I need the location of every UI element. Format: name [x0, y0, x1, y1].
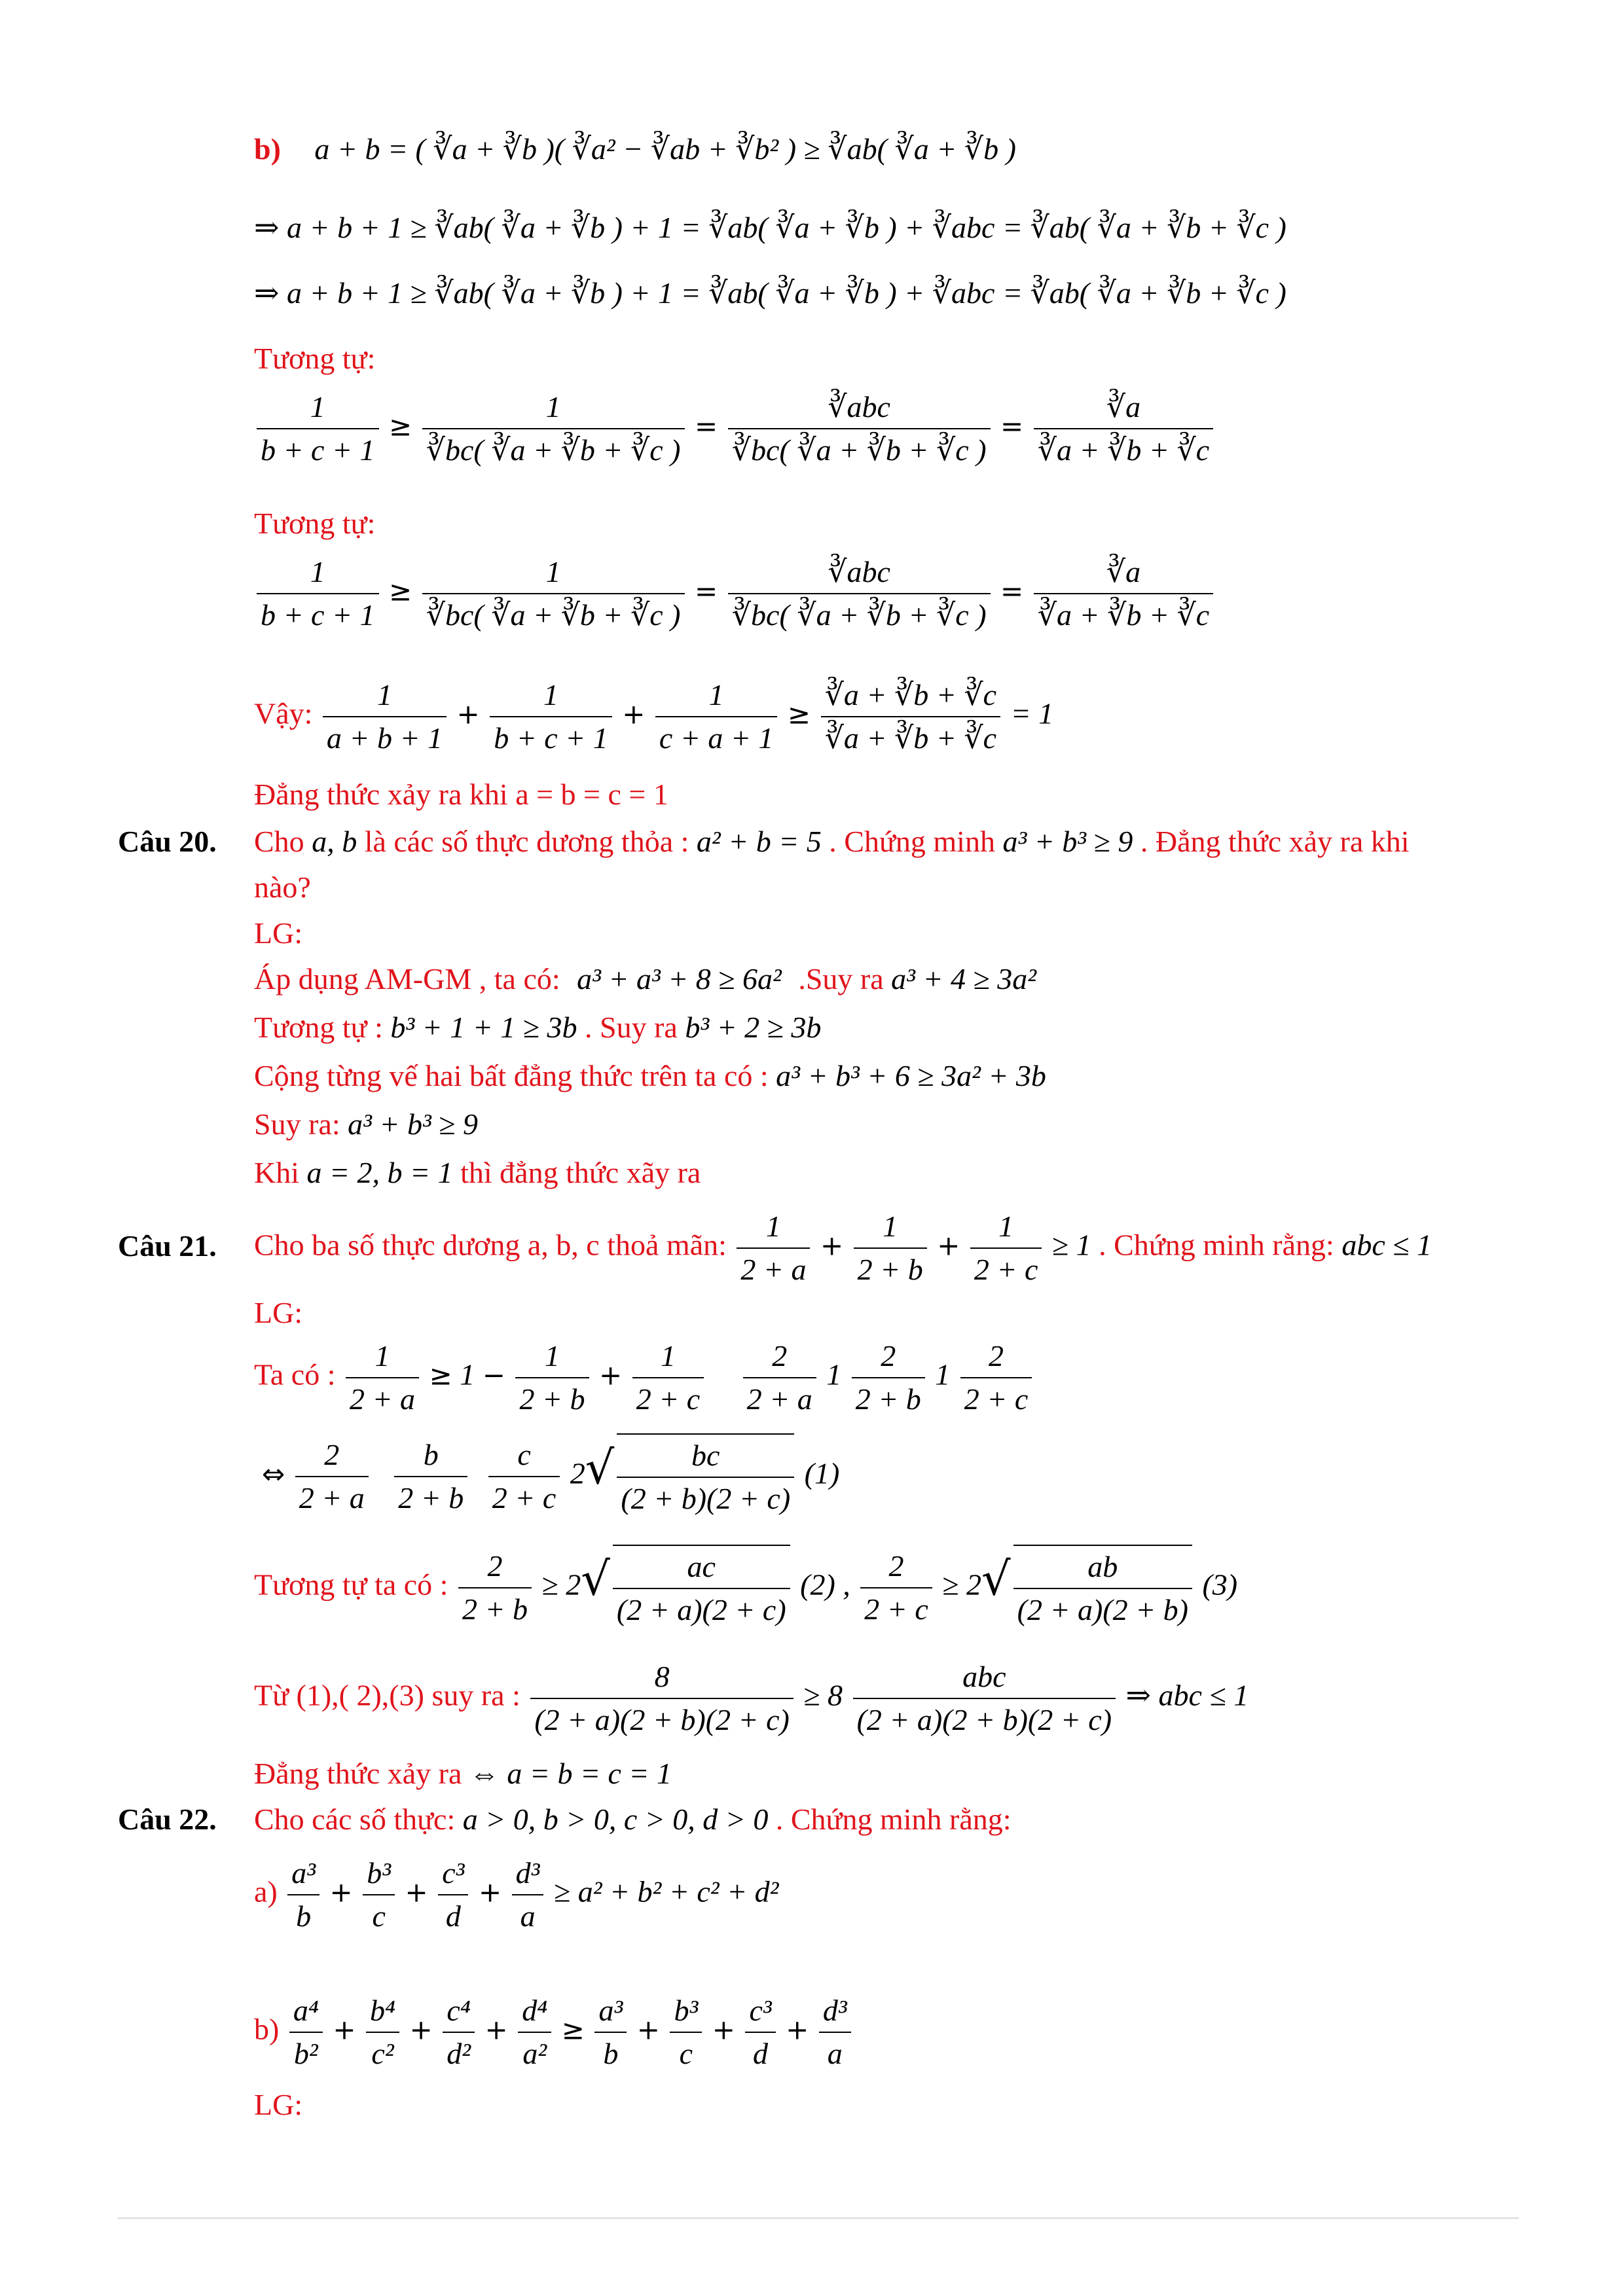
q21-line-4: [254, 1656, 1249, 1741]
frac-den: a²: [522, 2037, 547, 2070]
q21-text: . Chứng minh rằng:: [1099, 1228, 1334, 1262]
q20-math: a³ + b³ ≥ 9: [348, 1107, 478, 1141]
frac-num: 1: [970, 1206, 1042, 1249]
q21-line-1: Ta có : $\frac{1}{2 + a}$ ≥ 1 − $\frac{1}{2 + b}$ + $\frac{1}{2 + c}$ $\frac{2}{2 + a}$ 1 $\frac{2}{2 + b}$ 1 $\frac{2}{2 + c}$: [254, 1335, 1034, 1420]
frac-den: c + a + 1: [659, 721, 774, 755]
frac-den: 2 + b: [855, 1382, 921, 1416]
q20-text: thì đẳng thức xãy ra: [460, 1156, 701, 1189]
q21-tag: (2) ,: [800, 1568, 850, 1602]
q21-lg: LG:: [254, 1296, 303, 1329]
q21-equality: [254, 1754, 672, 1793]
frac-den: 2 + a: [746, 1382, 812, 1416]
q20-math: b³ + 2 ≥ 3b: [685, 1011, 822, 1044]
frac-den: c: [372, 1899, 386, 1933]
frac-num: 2: [458, 1545, 532, 1588]
frac-num: 1: [632, 1335, 704, 1378]
b-part-equation-2: ⇒ a + b + 1 ≥ ∛ab( ∛a + ∛b ) + 1 = ∛ab( ∛a + ∛b ) + ∛abc = ∛ab( ∛a + ∛b + ∛c ): [254, 211, 1286, 244]
q22-ge: ≥: [561, 2013, 585, 2046]
q20-text: Áp dụng AM-GM , ta có:: [254, 962, 560, 996]
frac-den: c²: [371, 2037, 394, 2070]
frac-num: b: [394, 1434, 467, 1477]
q20-math: a³ + a³ + 8 ≥ 6a²: [577, 962, 782, 996]
frac-den: b: [296, 1899, 312, 1933]
frac-num: a³: [287, 1852, 319, 1895]
frac-den: d: [753, 2037, 769, 2070]
q20-line-5: [254, 1153, 701, 1193]
question-22-label: Câu 22.: [118, 1803, 217, 1836]
frac-den: ∛bc( ∛a + ∛b + ∛c ): [426, 598, 681, 632]
frac-den: 2 + a: [299, 1481, 365, 1515]
q20-vars: a, b: [312, 825, 357, 858]
q21-coef: ≥ 2: [541, 1568, 581, 1602]
frac-num: b³: [363, 1852, 395, 1895]
frac-den: d²: [447, 2037, 471, 2070]
q20-text: là các số thực dương thỏa :: [364, 825, 689, 858]
frac-num: 1: [257, 386, 379, 429]
frac-num: b³: [670, 1990, 702, 2033]
frac-num: ∛abc: [728, 551, 991, 594]
q21-one: 1: [826, 1357, 842, 1391]
q22-part-a: a) $\frac{\text{a³}}{b}$ + $\frac{\text{b³}}{c}$ + $\frac{\text{c³}}{d}$ + $\frac{\text{d³}}{a}$ ≥ a² + b² + c² + d²: [254, 1852, 778, 1937]
frac-num: 1: [257, 551, 379, 594]
fraction-line-2: $\frac{1}{b + c + 1}$ ≥ $\frac{1}{∛bc( ∛a + ∛b + ∛c )}$ = $\frac{\text{∛abc}}{∛bc( ∛a + ∛b + ∛c )}$ = $\frac{∛a}{∛a + ∛b + ∛c}$: [254, 551, 1216, 636]
b-part-label: b): [254, 132, 281, 166]
question-21-label: Câu 21.: [118, 1229, 217, 1263]
q21-conclusion: ⇒ abc ≤ 1: [1125, 1678, 1249, 1712]
frac-den: ∛a + ∛b + ∛c: [1037, 598, 1210, 632]
frac-den: 2 + b: [857, 1253, 923, 1286]
frac-den: 2 + c: [492, 1481, 556, 1515]
frac-den: b: [603, 2037, 619, 2070]
frac-num: d³: [512, 1852, 544, 1895]
frac-num: b⁴: [366, 1990, 399, 2033]
frac-num: a³: [594, 1990, 627, 2033]
q21-text: Từ (1),( 2),(3) suy ra :: [254, 1678, 520, 1712]
frac-den: ∛bc( ∛a + ∛b + ∛c ): [731, 433, 987, 467]
b-part-line-3: [254, 274, 1286, 313]
q21-tag: (1): [804, 1456, 840, 1490]
frac-num: d³: [819, 1990, 851, 2033]
frac-num: ab: [1013, 1546, 1192, 1589]
frac-num: abc: [853, 1656, 1116, 1699]
q21-one: 1: [460, 1357, 475, 1391]
frac-den: 2 + c: [964, 1382, 1029, 1416]
q20-inequality: a³ + b³ ≥ 9: [1002, 825, 1133, 858]
q20-line-3: [254, 1056, 1046, 1096]
q21-tag: (3): [1202, 1568, 1238, 1602]
equality-statement: Đẳng thức xảy ra khi a = b = c = 1: [254, 778, 668, 811]
q21-coef: ≥ 2: [942, 1568, 982, 1602]
frac-num: ∛a + ∛b + ∛c: [821, 674, 1000, 717]
question-21-statement: Cho ba số thực dương a, b, c thoả mãn: $\frac{1}{2 + a}$ + $\frac{1}{2 + b}$ + $\frac{1}{2 + c}$ ≥ 1 . Chứng minh rằng: abc ≤ 1: [254, 1206, 1432, 1291]
frac-den: b²: [293, 2037, 318, 2070]
q22-lg: LG:: [254, 2088, 303, 2121]
q21-line-2: ⇔ $\frac{2}{2 + a}$ $\frac{b}{2 + b}$ $\frac{c}{2 + c}$ 2√ $\frac{bc}{(2 + b)(2 + c)}$ (1): [262, 1433, 839, 1520]
frac-den: 2 + a: [350, 1382, 416, 1416]
q21-line-3: Tương tự ta có : $\frac{2}{2 + b}$ ≥ 2√ $\frac{ac}{(2 + a)(2 + c)}$ (2) , $\frac{2}{2 + c}$ ≥ 2√ $\frac{ab}{(2 + a)(2 + b)}$ (3): [254, 1545, 1237, 1631]
q22-math: a > 0, b > 0, c > 0, d > 0: [462, 1803, 769, 1836]
question-20-statement: [254, 822, 1410, 861]
q20-text: . Chứng minh: [829, 825, 995, 858]
q20-math: a = 2, b = 1: [306, 1156, 453, 1189]
q21-text: Ta có :: [254, 1357, 336, 1391]
tuong-tu-heading-2: Tương tự:: [254, 507, 376, 540]
q20-lg: LG:: [254, 916, 303, 950]
q21-ge: ≥ 8: [803, 1678, 843, 1712]
frac-den: ∛a + ∛b + ∛c: [1037, 433, 1210, 467]
q22-part-label: b): [254, 2012, 280, 2046]
frac-den: 2 + b: [462, 1592, 528, 1626]
frac-num: 2: [960, 1335, 1032, 1378]
frac-den: 2 + b: [519, 1382, 585, 1416]
frac-den: 2 + c: [864, 1592, 928, 1626]
frac-den: 2 + a: [740, 1253, 807, 1286]
frac-num: 1: [655, 674, 778, 717]
q20-condition: a² + b = 5: [696, 825, 822, 858]
q20-continuation: nào?: [254, 870, 311, 904]
frac-den: 2 + c: [974, 1253, 1038, 1286]
frac-den: (2 + a)(2 + b): [1017, 1593, 1188, 1626]
q21-coef: 2: [570, 1456, 585, 1490]
frac-num: 2: [860, 1545, 932, 1588]
frac-num: 1: [737, 1206, 810, 1249]
frac-num: 2: [295, 1434, 369, 1477]
q20-text: Tương tự :: [254, 1011, 383, 1044]
frac-den: ∛bc( ∛a + ∛b + ∛c ): [426, 433, 681, 467]
frac-num: 1: [490, 674, 612, 717]
frac-num: c³: [745, 1990, 775, 2033]
frac-den: a: [827, 2037, 843, 2070]
frac-den: (2 + a)(2 + c): [616, 1593, 786, 1626]
b-part-line-2: [254, 208, 1286, 247]
q22-text: . Chứng minh rằng:: [775, 1803, 1012, 1836]
frac-num: d⁴: [518, 1990, 551, 2033]
q20-line-2: [254, 1008, 821, 1047]
frac-num: c³: [438, 1852, 468, 1895]
frac-num: 2: [852, 1335, 925, 1378]
frac-num: 1: [854, 1206, 927, 1249]
frac-den: b + c + 1: [494, 721, 608, 755]
q20-line-4: [254, 1105, 478, 1144]
b-part-equation-3: ⇒ a + b + 1 ≥ ∛ab( ∛a + ∛b ) + 1 = ∛ab( ∛a + ∛b ) + ∛abc = ∛ab( ∛a + ∛b + ∛c ): [254, 276, 1286, 310]
q20-text: .Suy ra: [798, 962, 884, 996]
q20-math: a³ + 4 ≥ 3a²: [891, 962, 1037, 996]
q21-text: Đẳng thức xảy ra: [254, 1757, 462, 1790]
vay-label: Vậy:: [254, 696, 313, 730]
q21-text: Cho ba số thực dương a, b, c thoả mãn:: [254, 1228, 727, 1262]
q20-math: b³ + 1 + 1 ≥ 3b: [390, 1011, 577, 1044]
frac-den: 2 + b: [398, 1481, 464, 1515]
q20-text: Cộng từng vế hai bất đẳng thức trên ta có :: [254, 1059, 769, 1092]
frac-den: d: [445, 1899, 461, 1933]
q20-math: a³ + b³ + 6 ≥ 3a² + 3b: [776, 1059, 1046, 1092]
q20-text: . Suy ra: [584, 1011, 678, 1044]
frac-num: 1: [346, 1335, 419, 1378]
q22-text: Cho các số thực:: [254, 1803, 456, 1836]
q21-one: 1: [935, 1357, 951, 1391]
frac-num: ∛a: [1034, 551, 1213, 594]
frac-den: b + c + 1: [261, 433, 375, 467]
frac-den: b + c + 1: [261, 598, 375, 632]
q20-line-1: [254, 960, 1036, 999]
q22-rhs: ≥ a² + b² + c² + d²: [553, 1874, 779, 1909]
q22-part-b: b) $\frac{\text{a⁴}}{\text{b²}}$ + $\frac{\text{b⁴}}{\text{c²}}$ + $\frac{\text{c⁴}}{\text{d²}}$ + $\frac{\text{d⁴}}{\text{a²}}$ ≥ $\frac{\text{a³}}{b}$ + $\frac{\text{b³}}{c}$ + $\frac{\text{c³}}{d}$ + $\frac{\text{d³}}{a}$: [254, 1990, 854, 2075]
frac-num: 1: [422, 386, 685, 429]
tuong-tu-heading-1: Tương tự:: [254, 342, 376, 375]
frac-num: 8: [530, 1656, 793, 1699]
question-22-statement: [254, 1800, 1012, 1839]
frac-num: ac: [613, 1546, 790, 1589]
q20-text: Cho: [254, 825, 304, 858]
vay-result: = 1: [1010, 696, 1054, 730]
question-20-label: Câu 20.: [118, 825, 217, 858]
frac-num: 1: [422, 551, 685, 594]
q21-ge: ≥ 1: [1051, 1228, 1091, 1262]
frac-den: (2 + a)(2 + b)(2 + c): [856, 1703, 1112, 1736]
frac-den: ∛a + ∛b + ∛c: [824, 721, 997, 755]
frac-den: 2 + c: [636, 1382, 701, 1416]
q21-text: Tương tự ta có :: [254, 1568, 448, 1602]
frac-num: bc: [617, 1435, 794, 1478]
b-part-equation-1: a + b = ( ∛a + ∛b )( ∛a² − ∛ab + ∛b² ) ≥ ∛ab( ∛a + ∛b ): [314, 132, 1016, 166]
frac-num: a⁴: [289, 1990, 323, 2033]
frac-den: a + b + 1: [326, 721, 443, 755]
q20-text: Khi: [254, 1156, 299, 1189]
frac-num: 2: [743, 1335, 816, 1378]
vay-line: Vậy: $\frac{1}{a + b + 1}$ + $\frac{1}{b + c + 1}$ + $\frac{1}{c + a + 1}$ ≥ $\frac{∛a + ∛b + ∛c}{∛a + ∛b + ∛c}$ = 1: [254, 674, 1053, 759]
frac-den: a: [520, 1899, 536, 1933]
footer-divider: [118, 2217, 1519, 2219]
frac-num: c⁴: [443, 1990, 475, 2033]
frac-num: 1: [323, 674, 447, 717]
q22-part-label: a): [254, 1874, 278, 1909]
frac-den: c: [679, 2037, 693, 2070]
frac-den: ∛bc( ∛a + ∛b + ∛c ): [731, 598, 987, 632]
b-part-line-1: [254, 130, 1016, 169]
fraction-line-1: $\frac{1}{b + c + 1}$ ≥ $\frac{1}{∛bc( ∛a + ∛b + ∛c )}$ = $\frac{\text{∛abc}}{∛bc( ∛a + ∛b + ∛c )}$ = $\frac{∛a}{∛a + ∛b + ∛c}$: [254, 386, 1216, 471]
frac-num: c: [488, 1434, 560, 1477]
q21-math: abc ≤ 1: [1341, 1228, 1432, 1262]
q21-math: ⇔ a = b = c = 1: [469, 1757, 672, 1790]
frac-num: ∛a: [1034, 386, 1213, 429]
frac-num: ∛abc: [728, 386, 991, 429]
q20-text: . Đẳng thức xảy ra khi: [1140, 825, 1410, 858]
frac-den: (2 + a)(2 + b)(2 + c): [534, 1703, 790, 1736]
q20-text: Suy ra:: [254, 1107, 340, 1141]
frac-num: 1: [515, 1335, 589, 1378]
frac-den: (2 + b)(2 + c): [621, 1482, 791, 1515]
